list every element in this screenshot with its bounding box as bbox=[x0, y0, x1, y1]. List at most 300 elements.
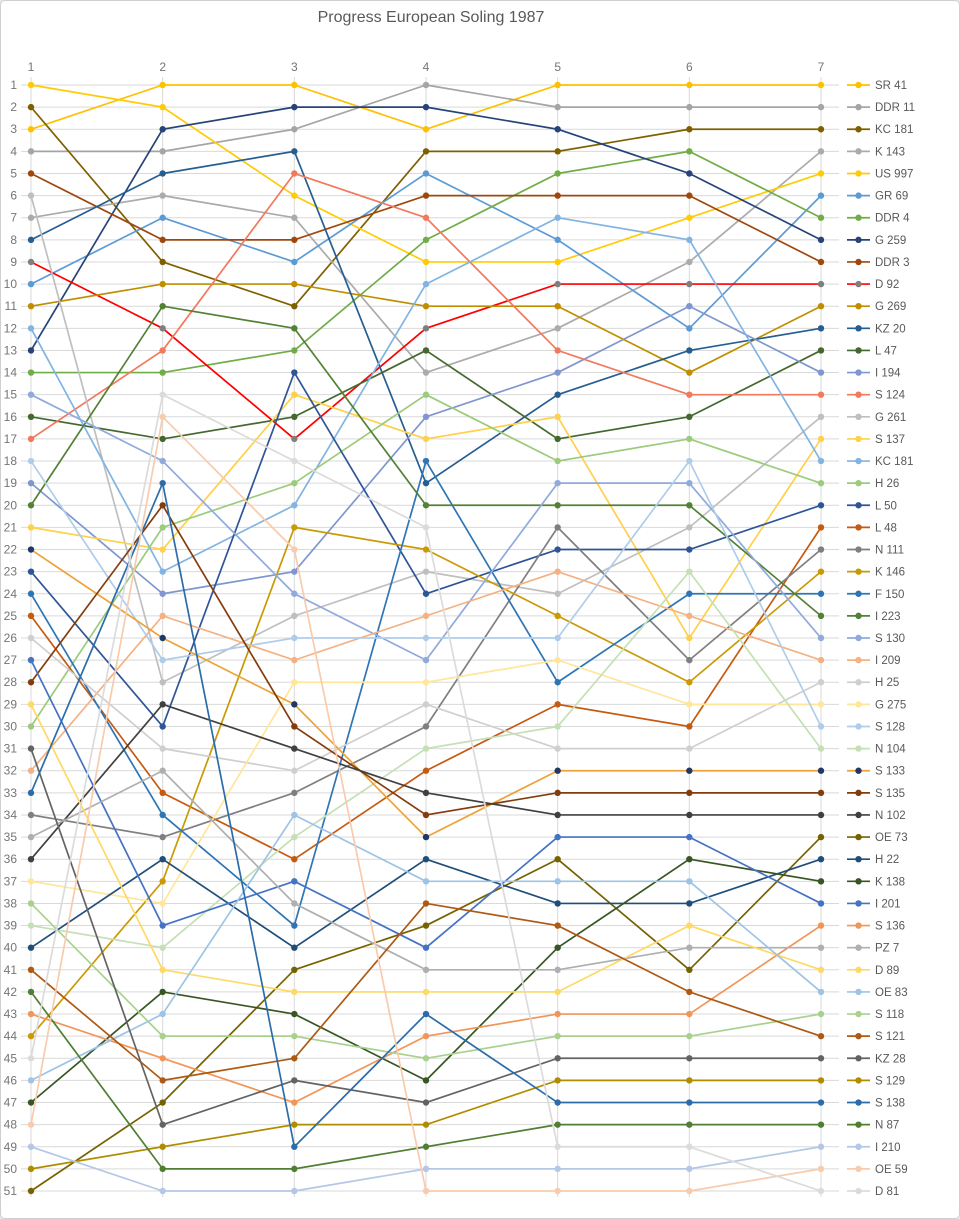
legend-item-46 bbox=[847, 1098, 905, 1110]
series-marker-28 bbox=[818, 701, 824, 707]
series-marker-11 bbox=[28, 237, 34, 243]
y-tick-label: 44 bbox=[3, 1029, 17, 1044]
legend-label: N 111 bbox=[875, 544, 904, 557]
legend-marker-swatch bbox=[855, 1055, 861, 1061]
legend-label: N 87 bbox=[875, 1119, 900, 1132]
series-marker-19 bbox=[291, 369, 297, 375]
legend-label: H 25 bbox=[875, 677, 900, 690]
series-marker-37 bbox=[291, 878, 297, 884]
series-marker-40 bbox=[554, 989, 560, 995]
legend-item-1 bbox=[847, 102, 915, 114]
series-marker-15 bbox=[554, 591, 560, 597]
series-marker-17 bbox=[423, 281, 429, 287]
series-marker-2 bbox=[159, 259, 165, 265]
series-marker-27 bbox=[686, 745, 692, 751]
series-marker-11 bbox=[554, 391, 560, 397]
series-marker-23 bbox=[423, 458, 429, 464]
legend-label: H 26 bbox=[875, 478, 900, 491]
series-marker-31 bbox=[686, 768, 692, 774]
legend-item-31 bbox=[847, 766, 905, 778]
series-marker-34 bbox=[291, 967, 297, 973]
series-marker-28 bbox=[554, 657, 560, 663]
series-marker-45 bbox=[554, 1077, 560, 1083]
series-marker-7 bbox=[291, 104, 297, 110]
series-marker-5 bbox=[423, 170, 429, 176]
series-marker-46 bbox=[291, 1144, 297, 1150]
series-marker-40 bbox=[28, 701, 34, 707]
series-marker-13 bbox=[159, 591, 165, 597]
series-marker-25 bbox=[28, 391, 34, 397]
legend-label: L 48 bbox=[875, 522, 897, 535]
series-marker-24 bbox=[291, 325, 297, 331]
series-marker-18 bbox=[159, 524, 165, 530]
series-marker-48 bbox=[686, 1166, 692, 1172]
series-marker-45 bbox=[423, 1121, 429, 1127]
series-marker-26 bbox=[291, 657, 297, 663]
series-marker-31 bbox=[423, 834, 429, 840]
bump-chart bbox=[1, 1, 960, 1219]
series-marker-14 bbox=[159, 347, 165, 353]
series-marker-27 bbox=[291, 768, 297, 774]
legend-marker-swatch bbox=[855, 1077, 861, 1083]
y-tick-label: 32 bbox=[3, 763, 17, 778]
series-marker-25 bbox=[423, 657, 429, 663]
series-marker-45 bbox=[818, 1077, 824, 1083]
legend-label: KZ 28 bbox=[875, 1053, 906, 1066]
series-marker-1 bbox=[818, 104, 824, 110]
legend-label: KZ 20 bbox=[875, 323, 906, 336]
series-marker-6 bbox=[686, 148, 692, 154]
series-marker-5 bbox=[686, 325, 692, 331]
series-marker-47 bbox=[686, 1121, 692, 1127]
legend-item-26 bbox=[847, 655, 901, 667]
series-marker-42 bbox=[28, 900, 34, 906]
legend-label: S 137 bbox=[875, 433, 906, 446]
series-marker-22 bbox=[159, 878, 165, 884]
series-marker-3 bbox=[291, 215, 297, 221]
series-marker-30 bbox=[554, 723, 560, 729]
legend-item-30 bbox=[847, 744, 906, 756]
series-marker-19 bbox=[554, 546, 560, 552]
series-marker-0 bbox=[818, 82, 824, 88]
series-marker-2 bbox=[423, 148, 429, 154]
x-tick-label: 3 bbox=[290, 60, 298, 74]
legend-item-41 bbox=[847, 987, 908, 999]
legend-label: DDR 3 bbox=[875, 256, 910, 269]
legend-item-42 bbox=[847, 1009, 904, 1021]
legend-item-33 bbox=[847, 810, 906, 822]
series-marker-43 bbox=[686, 989, 692, 995]
legend-label: DDR 11 bbox=[875, 102, 916, 115]
legend-item-50 bbox=[847, 1186, 899, 1198]
legend-item-11 bbox=[847, 323, 906, 335]
legend-item-6 bbox=[847, 213, 910, 225]
legend-item-27 bbox=[847, 677, 899, 689]
series-marker-35 bbox=[818, 856, 824, 862]
series-marker-44 bbox=[686, 1055, 692, 1061]
legend-label: GR 69 bbox=[875, 190, 909, 203]
series-marker-50 bbox=[818, 1188, 824, 1194]
series-marker-0 bbox=[28, 126, 34, 132]
series-marker-36 bbox=[686, 856, 692, 862]
series-marker-0 bbox=[291, 82, 297, 88]
legend-label: I 209 bbox=[875, 655, 901, 668]
legend-marker-swatch bbox=[855, 900, 861, 906]
y-tick-label: 34 bbox=[3, 807, 17, 822]
series-marker-18 bbox=[423, 391, 429, 397]
series-marker-10 bbox=[291, 281, 297, 287]
series-marker-8 bbox=[686, 192, 692, 198]
series-marker-10 bbox=[818, 303, 824, 309]
y-tick-label: 46 bbox=[3, 1073, 17, 1088]
series-marker-50 bbox=[159, 391, 165, 397]
series-marker-30 bbox=[28, 922, 34, 928]
series-marker-40 bbox=[818, 967, 824, 973]
legend-marker-swatch bbox=[855, 303, 861, 309]
y-tick-label: 41 bbox=[3, 962, 17, 977]
series-marker-26 bbox=[554, 568, 560, 574]
series-marker-12 bbox=[686, 414, 692, 420]
legend-marker-swatch bbox=[855, 790, 861, 796]
series-marker-38 bbox=[423, 1033, 429, 1039]
series-marker-27 bbox=[818, 679, 824, 685]
legend-marker-swatch bbox=[855, 126, 861, 132]
legend-item-18 bbox=[847, 478, 899, 490]
legend-item-10 bbox=[847, 301, 906, 313]
series-marker-44 bbox=[28, 745, 34, 751]
legend-item-34 bbox=[847, 832, 908, 844]
series-marker-11 bbox=[423, 480, 429, 486]
series-marker-22 bbox=[686, 679, 692, 685]
legend-label: H 22 bbox=[875, 854, 900, 867]
legend-marker-swatch bbox=[855, 568, 861, 574]
legend-item-22 bbox=[847, 567, 905, 579]
series-marker-9 bbox=[291, 436, 297, 442]
series-marker-31 bbox=[28, 546, 34, 552]
y-tick-label: 47 bbox=[3, 1095, 17, 1110]
series-marker-2 bbox=[554, 148, 560, 154]
y-tick-label: 35 bbox=[3, 830, 17, 845]
series-marker-50 bbox=[554, 1144, 560, 1150]
legend-marker-swatch bbox=[855, 148, 861, 154]
series-marker-47 bbox=[554, 1121, 560, 1127]
legend-marker-swatch bbox=[855, 1188, 861, 1194]
legend-label: S 133 bbox=[875, 765, 906, 778]
series-marker-16 bbox=[159, 546, 165, 552]
series-marker-38 bbox=[291, 1099, 297, 1105]
series-marker-2 bbox=[818, 126, 824, 132]
series-marker-42 bbox=[686, 1033, 692, 1039]
legend-label: OE 83 bbox=[875, 986, 908, 999]
series-marker-36 bbox=[28, 1099, 34, 1105]
y-tick-label: 8 bbox=[10, 232, 17, 247]
legend-marker-swatch bbox=[855, 834, 861, 840]
y-tick-label: 12 bbox=[3, 321, 17, 336]
series-marker-30 bbox=[686, 568, 692, 574]
series-marker-6 bbox=[159, 369, 165, 375]
legend-label: N 102 bbox=[875, 809, 906, 822]
series-marker-38 bbox=[159, 1055, 165, 1061]
y-tick-label: 6 bbox=[10, 188, 17, 203]
legend-item-3 bbox=[847, 146, 905, 158]
series-marker-8 bbox=[818, 259, 824, 265]
series-marker-8 bbox=[554, 192, 560, 198]
series-marker-12 bbox=[554, 436, 560, 442]
series-marker-46 bbox=[423, 1011, 429, 1017]
series-marker-39 bbox=[686, 944, 692, 950]
series-marker-36 bbox=[159, 989, 165, 995]
series-marker-17 bbox=[159, 568, 165, 574]
y-tick-label: 5 bbox=[10, 166, 17, 181]
series-marker-8 bbox=[28, 170, 34, 176]
series-marker-9 bbox=[159, 325, 165, 331]
legend-marker-swatch bbox=[855, 215, 861, 221]
series-marker-1 bbox=[28, 148, 34, 154]
legend-item-38 bbox=[847, 921, 905, 933]
x-tick-label: 5 bbox=[554, 60, 562, 74]
legend-label: KC 181 bbox=[875, 456, 914, 469]
legend-label: OE 73 bbox=[875, 832, 908, 845]
series-marker-32 bbox=[554, 790, 560, 796]
x-tick-label: 4 bbox=[422, 60, 430, 74]
series-marker-42 bbox=[423, 1055, 429, 1061]
series-marker-17 bbox=[554, 215, 560, 221]
series-marker-4 bbox=[291, 192, 297, 198]
y-tick-label: 1 bbox=[10, 78, 17, 92]
series-marker-36 bbox=[291, 1011, 297, 1017]
series-marker-4 bbox=[28, 82, 34, 88]
series-marker-6 bbox=[818, 215, 824, 221]
legend-item-19 bbox=[847, 500, 897, 512]
series-marker-26 bbox=[159, 613, 165, 619]
series-marker-21 bbox=[818, 546, 824, 552]
y-tick-label: 36 bbox=[3, 852, 17, 867]
series-marker-39 bbox=[28, 834, 34, 840]
series-marker-2 bbox=[686, 126, 692, 132]
series-marker-33 bbox=[159, 701, 165, 707]
series-marker-15 bbox=[291, 613, 297, 619]
series-marker-35 bbox=[554, 900, 560, 906]
y-tick-label: 28 bbox=[3, 675, 17, 690]
x-tick-label: 2 bbox=[159, 60, 167, 74]
series-marker-23 bbox=[818, 591, 824, 597]
series-marker-8 bbox=[291, 237, 297, 243]
legend-item-15 bbox=[847, 412, 906, 424]
series-marker-34 bbox=[159, 1099, 165, 1105]
legend-marker-swatch bbox=[855, 878, 861, 884]
legend-marker-swatch bbox=[855, 944, 861, 950]
y-tick-label: 14 bbox=[3, 365, 17, 380]
legend-marker-swatch bbox=[855, 613, 861, 619]
series-marker-33 bbox=[554, 812, 560, 818]
series-marker-5 bbox=[554, 237, 560, 243]
legend-item-44 bbox=[847, 1053, 906, 1065]
series-marker-6 bbox=[554, 170, 560, 176]
series-marker-30 bbox=[818, 745, 824, 751]
legend-label: L 47 bbox=[875, 345, 897, 358]
series-marker-41 bbox=[159, 1011, 165, 1017]
series-marker-14 bbox=[818, 391, 824, 397]
y-tick-label: 20 bbox=[3, 498, 17, 513]
series-marker-7 bbox=[686, 170, 692, 176]
series-marker-23 bbox=[28, 591, 34, 597]
series-marker-22 bbox=[554, 613, 560, 619]
series-marker-4 bbox=[554, 259, 560, 265]
series-marker-25 bbox=[291, 591, 297, 597]
series-marker-24 bbox=[159, 303, 165, 309]
legend-marker-swatch bbox=[855, 480, 861, 486]
y-tick-label: 13 bbox=[3, 343, 17, 358]
legend-marker-swatch bbox=[855, 701, 861, 707]
legend-label: S 135 bbox=[875, 787, 906, 800]
series-marker-35 bbox=[686, 900, 692, 906]
series-marker-35 bbox=[159, 856, 165, 862]
series-marker-34 bbox=[28, 1188, 34, 1194]
series-marker-18 bbox=[291, 480, 297, 486]
series-marker-42 bbox=[291, 1033, 297, 1039]
series-marker-48 bbox=[159, 1188, 165, 1194]
series-marker-20 bbox=[291, 856, 297, 862]
legend-item-48 bbox=[847, 1142, 901, 1154]
series-marker-16 bbox=[686, 635, 692, 641]
series-marker-44 bbox=[423, 1099, 429, 1105]
series-marker-34 bbox=[423, 922, 429, 928]
series-marker-19 bbox=[686, 546, 692, 552]
legend-label: N 104 bbox=[875, 743, 906, 756]
legend-item-49 bbox=[847, 1164, 908, 1176]
series-marker-14 bbox=[686, 391, 692, 397]
series-marker-35 bbox=[291, 944, 297, 950]
series-marker-16 bbox=[818, 436, 824, 442]
series-marker-33 bbox=[423, 790, 429, 796]
series-marker-12 bbox=[28, 414, 34, 420]
series-marker-50 bbox=[291, 458, 297, 464]
legend-marker-swatch bbox=[855, 1011, 861, 1017]
series-marker-5 bbox=[818, 192, 824, 198]
series-marker-29 bbox=[159, 657, 165, 663]
legend-marker-swatch bbox=[855, 192, 861, 198]
series-marker-6 bbox=[28, 369, 34, 375]
series-marker-20 bbox=[28, 613, 34, 619]
legend-marker-swatch bbox=[855, 922, 861, 928]
series-marker-37 bbox=[686, 834, 692, 840]
series-marker-41 bbox=[423, 878, 429, 884]
y-tick-label: 40 bbox=[3, 940, 17, 955]
legend-marker-swatch bbox=[855, 967, 861, 973]
series-marker-26 bbox=[423, 613, 429, 619]
y-tick-label: 18 bbox=[3, 454, 17, 469]
y-tick-label: 37 bbox=[3, 874, 17, 889]
series-marker-28 bbox=[28, 878, 34, 884]
legend-item-4 bbox=[847, 168, 913, 180]
series-marker-22 bbox=[818, 568, 824, 574]
legend-item-21 bbox=[847, 545, 904, 557]
series-marker-9 bbox=[686, 281, 692, 287]
legend-marker-swatch bbox=[855, 768, 861, 774]
series-marker-25 bbox=[686, 480, 692, 486]
series-marker-32 bbox=[291, 723, 297, 729]
series-marker-14 bbox=[423, 215, 429, 221]
series-marker-26 bbox=[686, 613, 692, 619]
legend-marker-swatch bbox=[855, 369, 861, 375]
series-marker-16 bbox=[554, 414, 560, 420]
series-marker-44 bbox=[818, 1055, 824, 1061]
y-tick-label: 16 bbox=[3, 409, 17, 424]
series-marker-5 bbox=[159, 215, 165, 221]
series-marker-32 bbox=[818, 790, 824, 796]
series-marker-7 bbox=[28, 347, 34, 353]
y-tick-label: 48 bbox=[3, 1117, 17, 1132]
series-marker-41 bbox=[818, 989, 824, 995]
legend-item-32 bbox=[847, 788, 905, 800]
legend-marker-swatch bbox=[855, 745, 861, 751]
series-marker-48 bbox=[291, 1188, 297, 1194]
series-marker-39 bbox=[423, 967, 429, 973]
series-marker-21 bbox=[159, 834, 165, 840]
y-tick-label: 50 bbox=[3, 1161, 17, 1176]
series-marker-15 bbox=[686, 524, 692, 530]
series-marker-25 bbox=[554, 480, 560, 486]
series-marker-29 bbox=[686, 458, 692, 464]
series-marker-44 bbox=[291, 1077, 297, 1083]
series-marker-13 bbox=[818, 369, 824, 375]
series-marker-19 bbox=[423, 591, 429, 597]
legend-item-16 bbox=[847, 434, 905, 446]
series-marker-38 bbox=[818, 922, 824, 928]
legend-label: S 130 bbox=[875, 633, 906, 645]
series-marker-47 bbox=[159, 1166, 165, 1172]
series-marker-6 bbox=[291, 347, 297, 353]
legend-marker-swatch bbox=[855, 458, 861, 464]
legend-item-12 bbox=[847, 345, 897, 357]
legend-item-39 bbox=[847, 943, 899, 955]
x-tick-label: 1 bbox=[27, 60, 35, 74]
series-marker-41 bbox=[291, 812, 297, 818]
series-marker-50 bbox=[686, 1144, 692, 1150]
legend-marker-swatch bbox=[855, 591, 861, 597]
series-marker-10 bbox=[423, 303, 429, 309]
series-marker-13 bbox=[554, 369, 560, 375]
series-marker-49 bbox=[423, 1188, 429, 1194]
series-marker-31 bbox=[159, 635, 165, 641]
series-marker-27 bbox=[28, 635, 34, 641]
legend-marker-swatch bbox=[855, 436, 861, 442]
legend-marker-swatch bbox=[855, 414, 861, 420]
series-marker-29 bbox=[423, 635, 429, 641]
series-marker-47 bbox=[423, 1144, 429, 1150]
series-marker-42 bbox=[159, 1033, 165, 1039]
legend-label: PZ 7 bbox=[875, 942, 900, 955]
series-marker-37 bbox=[818, 900, 824, 906]
y-tick-label: 10 bbox=[3, 277, 17, 292]
series-marker-3 bbox=[423, 369, 429, 375]
series-marker-26 bbox=[818, 657, 824, 663]
series-marker-27 bbox=[423, 701, 429, 707]
series-marker-19 bbox=[159, 723, 165, 729]
series-marker-49 bbox=[686, 1188, 692, 1194]
legend-marker-swatch bbox=[855, 679, 861, 685]
series-marker-7 bbox=[554, 126, 560, 132]
series-marker-42 bbox=[554, 1033, 560, 1039]
series-marker-50 bbox=[28, 1055, 34, 1061]
y-tick-label: 43 bbox=[3, 1007, 17, 1022]
series-marker-46 bbox=[686, 1099, 692, 1105]
series-marker-16 bbox=[423, 436, 429, 442]
legend-marker-swatch bbox=[855, 524, 861, 530]
y-tick-label: 19 bbox=[3, 476, 17, 491]
series-marker-24 bbox=[686, 502, 692, 508]
series-marker-22 bbox=[423, 546, 429, 552]
